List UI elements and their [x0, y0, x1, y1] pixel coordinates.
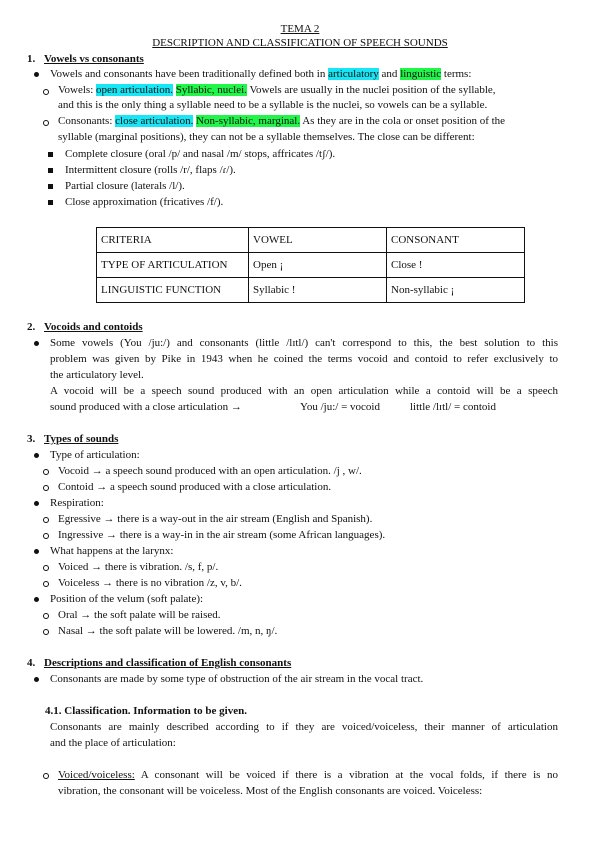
closure-item: Intermittent closure (rolls /r/, flaps /ɾ/).	[65, 164, 236, 176]
sound-type-item: Vocoid → a speech sound produced with an open articulation. /j , w/.	[58, 465, 362, 477]
highlight-syllabic-nuclei: Syllabic, nuclei.	[175, 84, 247, 96]
sound-type-label: Respiration:	[50, 497, 104, 509]
circle-bullet-icon	[43, 120, 49, 126]
table-cell: Close !	[387, 253, 525, 278]
bullet-icon	[34, 501, 39, 506]
bullet-icon	[34, 453, 39, 458]
sound-type-item: Egressive → there is a way-out in the air stream (English and Spanish).	[58, 513, 373, 525]
table-row	[97, 253, 525, 278]
sound-type-label: Type of articulation:	[50, 449, 140, 461]
square-bullet-icon	[48, 152, 53, 157]
vowels-line-1	[58, 83, 496, 97]
vocoid-line-5a: sound produced with a close articulation →	[50, 401, 242, 413]
intro-text-mid: and	[378, 68, 401, 80]
circle-bullet-icon	[43, 469, 49, 475]
sound-type-item: Nasal → the soft palate will be lowered. /m, n, ŋ/.	[58, 625, 278, 637]
voiced-voiceless-text: A consonant will be voiced if there is a vibration at the vocal folds, if there is no	[134, 769, 558, 781]
circle-bullet-icon	[43, 773, 49, 779]
voiced-voiceless-line-2: vibration, the consonant will be voiceless. Most of the English consonants are voiced. Voiceless:	[58, 785, 483, 797]
vowels-label: Vowels:	[58, 84, 96, 96]
subsection-4-1-heading: 4.1. Classification. Information to be given.	[45, 705, 247, 717]
table-cell: Non-syllabic ¡	[387, 278, 525, 303]
vocoid-example-you: You /ju:/ = vocoid	[300, 401, 380, 413]
consonants-line-2: syllable (marginal positions), they can not be a syllable themselves. The close can be different:	[58, 131, 475, 143]
consonants-line-1	[58, 114, 505, 128]
consonants-label: Consonants:	[58, 115, 116, 127]
circle-bullet-icon	[43, 517, 49, 523]
circle-bullet-icon	[43, 533, 49, 539]
sound-type-item: Voiceless → there is no vibration /z, v, b/.	[58, 577, 242, 589]
circle-bullet-icon	[43, 629, 49, 635]
vocoid-line-3: the articulatory level.	[50, 369, 144, 381]
document-subtitle: DESCRIPTION AND CLASSIFICATION OF SPEECH SOUNDS	[152, 37, 448, 49]
section-1-number: 1.	[27, 53, 36, 65]
intro-text-end: terms:	[441, 68, 472, 80]
section-4-heading: Descriptions and classification of English consonants	[44, 657, 292, 669]
sound-type-item: Ingressive → there is a way-in in the air stream (some African languages).	[58, 529, 386, 541]
consonants-text-rest: As they are in the cola or onset position of the	[300, 115, 506, 127]
vowels-text-rest: Vowels are usually in the nuclei position of the syllable,	[246, 84, 496, 96]
subsection-4-1-line-2: and the place of articulation:	[50, 737, 176, 749]
table-row	[97, 278, 525, 303]
vocoid-line-4: A vocoid will be a speech sound produced with an open articulation while a contoid will be a speech	[50, 385, 558, 397]
subsection-4-1-line-1: Consonants are mainly described according to if they are voiced/voiceless, their manner of articulation	[50, 721, 558, 733]
criteria-table	[96, 227, 525, 303]
highlight-linguistic: linguistic	[400, 68, 442, 80]
table-cell: CRITERIA	[97, 228, 249, 253]
document-title: TEMA 2	[280, 23, 320, 35]
section-1-intro	[50, 67, 471, 81]
section-3-number: 3.	[27, 433, 36, 445]
highlight-open-articulation: open articulation.	[96, 84, 173, 96]
table-row	[97, 228, 525, 253]
bullet-icon	[34, 677, 39, 682]
square-bullet-icon	[48, 184, 53, 189]
closure-item: Complete closure (oral /p/ and nasal /m/ stops, affricates /tʃ/).	[65, 148, 336, 160]
table-cell: LINGUISTIC FUNCTION	[97, 278, 249, 303]
section-2-heading: Vocoids and contoids	[44, 321, 143, 333]
section-2-number: 2.	[27, 321, 36, 333]
table-cell: Open ¡	[249, 253, 387, 278]
square-bullet-icon	[48, 168, 53, 173]
bullet-icon	[34, 597, 39, 602]
section-4-number: 4.	[27, 657, 36, 669]
sound-type-label: What happens at the larynx:	[50, 545, 174, 557]
vocoid-line-2: problem was given by Pike in 1943 when he coined the terms vocoid and contoid to refer exclusively to	[50, 353, 558, 365]
closure-item: Partial closure (laterals /l/).	[65, 180, 185, 192]
highlight-non-syllabic: Non-syllabic, marginal.	[196, 115, 301, 127]
circle-bullet-icon	[43, 485, 49, 491]
section-4-intro: Consonants are made by some type of obstruction of the air stream in the vocal tract.	[50, 673, 424, 685]
circle-bullet-icon	[43, 89, 49, 95]
vowels-line-2: and this is the only thing a syllable need to be a syllable is the nuclei, so vowels can be a syllable.	[58, 99, 488, 111]
contoid-example-little: little /lɪtl/ = contoid	[410, 401, 496, 413]
square-bullet-icon	[48, 200, 53, 205]
bullet-icon	[34, 72, 39, 77]
section-3-heading: Types of sounds	[44, 433, 119, 445]
circle-bullet-icon	[43, 613, 49, 619]
table-cell: Syllabic !	[249, 278, 387, 303]
table-cell: CONSONANT	[387, 228, 525, 253]
closure-item: Close approximation (fricatives /f/).	[65, 196, 224, 208]
circle-bullet-icon	[43, 565, 49, 571]
section-1-heading: Vowels vs consonants	[44, 53, 144, 65]
bullet-icon	[34, 341, 39, 346]
sound-type-item: Contoid → a speech sound produced with a close articulation.	[58, 481, 332, 493]
voiced-voiceless-label: Voiced/voiceless:	[58, 769, 135, 781]
vocoid-line-1: Some vowels (You /ju:/) and consonants (little /lɪtl/) can't correspond to this, the best solution to this	[50, 337, 558, 349]
intro-text: Vowels and consonants have been traditionally defined both in	[50, 68, 329, 80]
sound-type-item: Voiced → there is vibration. /s, f, p/.	[58, 561, 219, 573]
highlight-articulatory: articulatory	[328, 68, 379, 80]
table-cell: TYPE OF ARTICULATION	[97, 253, 249, 278]
bullet-icon	[34, 549, 39, 554]
sound-type-label: Position of the velum (soft palate):	[50, 593, 204, 605]
sound-type-item: Oral → the soft palate will be raised.	[58, 609, 221, 621]
table-cell: VOWEL	[249, 228, 387, 253]
highlight-close-articulation: close articulation.	[115, 115, 194, 127]
circle-bullet-icon	[43, 581, 49, 587]
voiced-voiceless-line-1	[58, 768, 558, 782]
